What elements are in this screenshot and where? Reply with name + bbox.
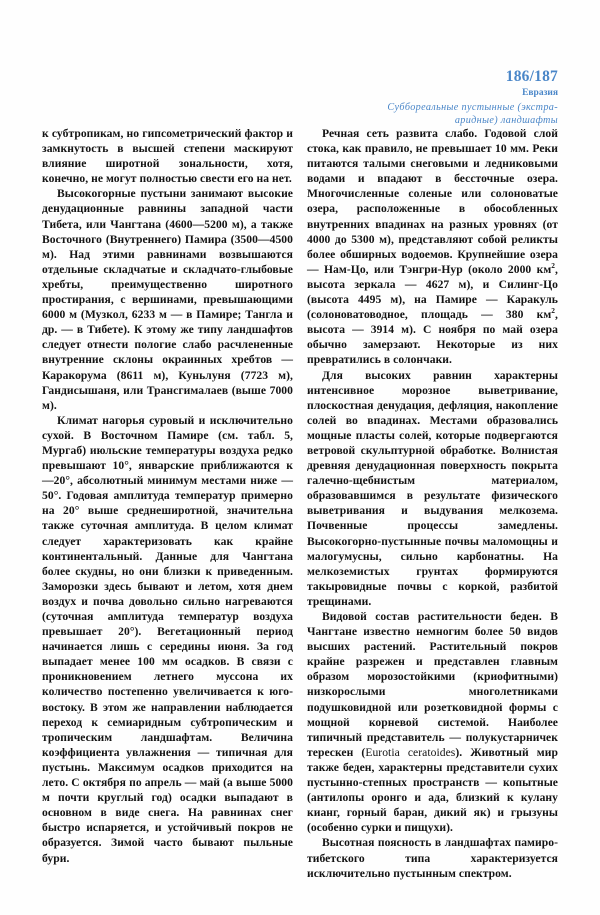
superscript-exponent: 2: [551, 306, 556, 316]
paragraph: Климат нагорья суровый и исключительно сухой. В Восточном Памире (см. табл. 5, Мургаб) июльские температуры воздуха редко превышают 10°, январские приближаются к —20°, абсолютный минимум местами ниже —50°. Годовая амплитуда температур примерно на 20° выше среднеширотной, значительна также суточная амплитуда. В целом климат следует характеризовать как крайне континентальный. Данные для Чангтана более скудны, но они близки к приведенным. Заморозки здесь бывают и летом, хотя днем воздух и почва довольно сильно нагреваются (суточная амплитуда температур воздуха превышает 20°). Вегетационный период начинается лишь с середины июня. За год выпадает менее 100 мм осадков. В связи с проникновением летнего муссона их количество постепенно увеличивается к юго-востоку. В этом же направлении наблюдается переход к семиаридным субтропическим и тропическим ландшафтам. Величина коэффициента увлажнения — типичная для пустынь. Максимум осадков приходится на лето. С октября по апрель — май (а выше 5000 м почти круглый год) осадки выпадают в основном в виде снега. На равнинах снег быстро испаряется, и устойчивый покров не образуется. Зимой часто бывают пыльные бури.: [42, 413, 293, 865]
right-text-column: [307, 126, 558, 880]
body-columns: [42, 126, 558, 880]
paragraph: Для высоких равнин характерны интенсивное морозное выветривание, плоскостная денудация, дефляция, накопление солей во впадинах. Местами образовались мощные пласты солей, которые подвергаются ветровой скульптурной обработке. Волнистая древняя денудационная поверхность покрыта галечно-щебнистым материалом, образовавшимся в результате физического выветривания и выдувания мелкозема. Почвенные процессы замедлены. Высокогорно-пустынные почвы маломощны и малогумусны, сильно карбонатны. На мелкоземистых грунтах формируются такыровидные почвы с коркой, разбитой трещинами.: [307, 368, 558, 608]
region-label: Евразия: [522, 87, 558, 98]
left-text-column: [42, 126, 293, 866]
latin-species-name: Eurotia ceratoides: [365, 745, 456, 759]
section-subtitle-line2: аридные) ландшафты: [454, 114, 558, 126]
paragraph: Высокогорные пустыни занимают высокие денудационные равнины западной части Тибета, или Чангтана (4600—5200 м), а также Восточного (Внутреннего) Памира (3500—4500 м). Над этими равнинами возвышаются отдельные складчатые и складчато-глыбовые хребты, преимущественно широтного простирания, с вершинами, превышающими 6000 м (Музкол, 6233 м — в Памире; Тангла и др. — в Тибете). К этому же типу ландшафтов следует отнести пологие слабо расчлененные внутренние склоны окраинных хребтов — Каракорума (8611 м), Куньлуня (7723 м), Гандисышаня, или Трансгималаев (выше 7000 м).: [42, 187, 293, 412]
section-subtitle-line1: Суббореальные пустынные (экстра-: [387, 101, 558, 113]
paragraph: Высотная поясность в ландшафтах памиро-тибетского типа характеризуется исключительно пустынным спектром.: [307, 836, 558, 880]
paragraph: Видовой состав растительности беден. В Чангтане известно немногим более 50 видов высших растений. Растительный покров крайне разрежен и представлен главным образом морозостойкими (криофитными) низкорослыми многолетниками подушковидной или розетковидной формы с мощной корневой системой. Наиболее типичный представитель — полукустарничек терескен (Eurotia ceratoides). Животный мир также беден, характерны представители сухих пустынно-степных пространств — копытные (антилопы оронго и ада, близкий к кулану кианг, горный баран, дикий як) и грызуны (особенно сурки и пищухи).: [307, 610, 558, 835]
page-folio: 186/187: [505, 68, 558, 85]
running-head: [228, 68, 558, 127]
section-subtitle: [228, 101, 558, 128]
paragraph: к субтропикам, но гипсометрический фактор и замкнутость в высшей степени маскируют влияние широтной зональности, хотя, конечно, не могут полностью свести его на нет.: [42, 127, 293, 186]
paragraph: Речная сеть развита слабо. Годовой слой стока, как правило, не превышает 10 мм. Реки питаются талыми снеговыми и ледниковыми водами и впадают в бессточные озера. Многочисленные соленые или солоноватые озера, расположенные в обособленных внутренних впадинах на разных уровнях (от 4000 до 5300 м), представляют собой реликты более обширных водоемов. Крупнейшие озера — Нам-Цо, или Тэнгри-Нур (около 2000 $км^2$, высота зеркала — 4627 м), и Силинг-Цо (высота 4495 м), на Памире — Каракуль (солоноватоводное, площадь — 380 $км^2$, высота — 3914 м). С ноября по май озера обычно замерзают. Некоторые из них превратились в солончаки.: [307, 127, 558, 367]
superscript-exponent: 2: [551, 260, 556, 270]
